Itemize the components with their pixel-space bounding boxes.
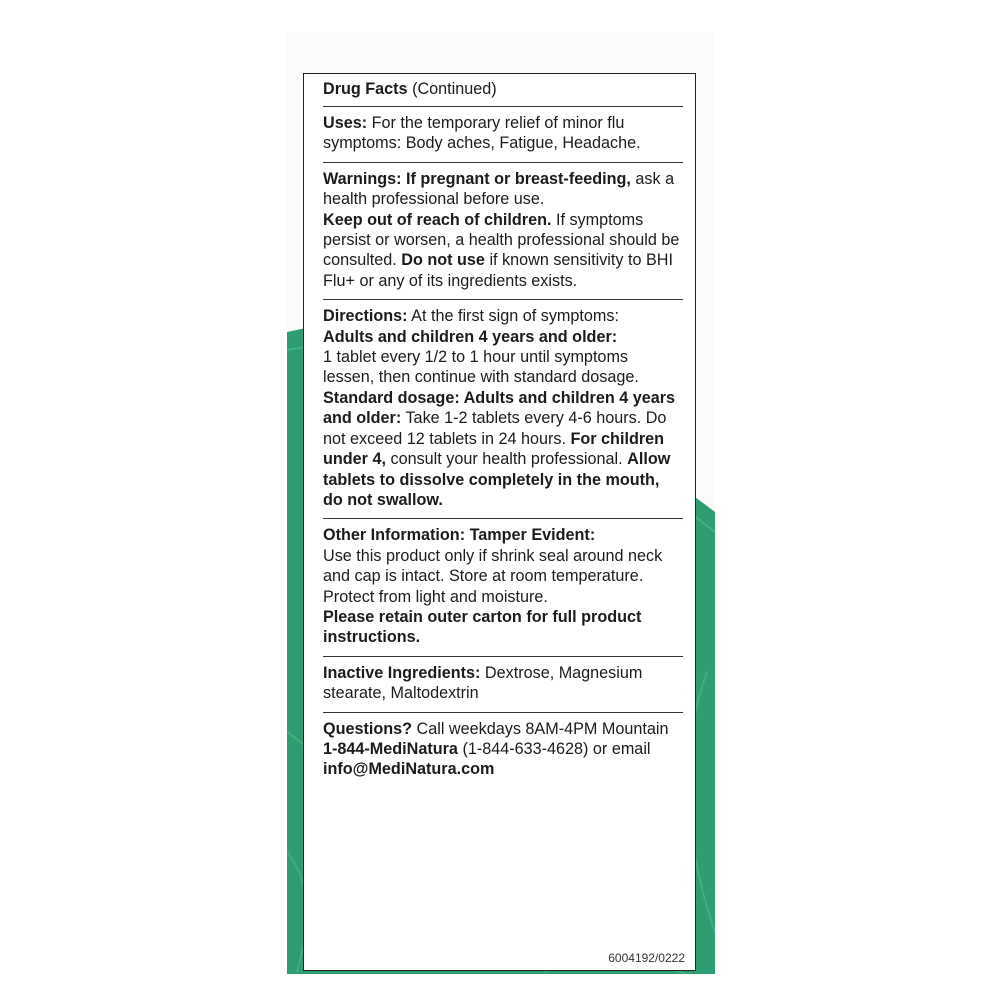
questions-label: Questions? bbox=[323, 719, 413, 738]
dissolve-instruction: Allow tablets to dissolve completely in the mouth, do not swallow. bbox=[323, 450, 671, 509]
adults-text: 1 tablet every 1/2 to 1 hour until symptoms lessen, then continue with standard dosage. bbox=[323, 348, 639, 387]
do-not-use-label: Do not use bbox=[401, 251, 485, 270]
directions-section bbox=[323, 300, 683, 519]
drug-facts-title: Drug Facts bbox=[323, 80, 408, 98]
contact-email: info@MediNatura.com bbox=[323, 760, 495, 779]
children-label: For children under 4, bbox=[323, 429, 665, 469]
directions-label: Directions: bbox=[323, 307, 408, 326]
questions-section bbox=[323, 713, 683, 788]
other-info-text: Use this product only if shrink seal around neck and cap is intact. Store at room temperature. Protect from light and moisture. bbox=[323, 546, 663, 606]
drug-facts-continued: (Continued) bbox=[412, 80, 497, 98]
warnings-section bbox=[323, 163, 683, 300]
drug-facts-header bbox=[323, 74, 683, 107]
uses-label: Uses: bbox=[323, 114, 368, 132]
lot-code: 6004192/0222 bbox=[608, 951, 685, 965]
warnings-text-2: If symptoms persist or worsen, a health professional should be consulted. bbox=[323, 210, 680, 270]
inactive-label: Inactive Ingredients: bbox=[323, 663, 481, 682]
warnings-text-3: if known sensitivity to BHI Flu+ or any of its ingredients exists. bbox=[323, 251, 673, 290]
standard-dosage-label: Standard dosage: Adults and children 4 years and older: bbox=[323, 388, 676, 428]
adults-label: Adults and children 4 years and older: bbox=[323, 327, 618, 346]
uses-section bbox=[323, 107, 683, 163]
inactive-ingredients-section bbox=[323, 657, 683, 713]
standard-dosage-text: Take 1-2 tablets every 4-6 hours. Do not exceed 12 tablets in 24 hours. bbox=[323, 409, 667, 448]
drug-facts-panel bbox=[303, 73, 696, 971]
other-information-section bbox=[323, 519, 683, 656]
directions-intro: At the first sign of symptoms: bbox=[411, 307, 619, 326]
keep-out-label: Keep out of reach of children. bbox=[323, 210, 552, 229]
warnings-label: Warnings: If pregnant or breast-feeding, bbox=[323, 169, 631, 188]
uses-text: For the temporary relief of minor flu symptoms: Body aches, Fatigue, Headache. bbox=[323, 114, 641, 153]
other-info-label: Other Information: Tamper Evident: bbox=[323, 526, 596, 545]
inactive-text: Dextrose, Magnesium stearate, Maltodextrin bbox=[323, 663, 643, 703]
children-text: consult your health professional. bbox=[390, 450, 623, 469]
retain-carton-note: Please retain outer carton for full product instructions. bbox=[323, 607, 642, 647]
phone-number: 1-844-MediNatura bbox=[323, 739, 458, 758]
questions-text-1: Call weekdays 8AM-4PM Mountain bbox=[416, 719, 669, 738]
carton-side-panel bbox=[287, 32, 715, 974]
questions-text-2: (1-844-633-4628) or email bbox=[462, 739, 651, 758]
warnings-text-1: ask a health professional before use. bbox=[323, 169, 675, 209]
